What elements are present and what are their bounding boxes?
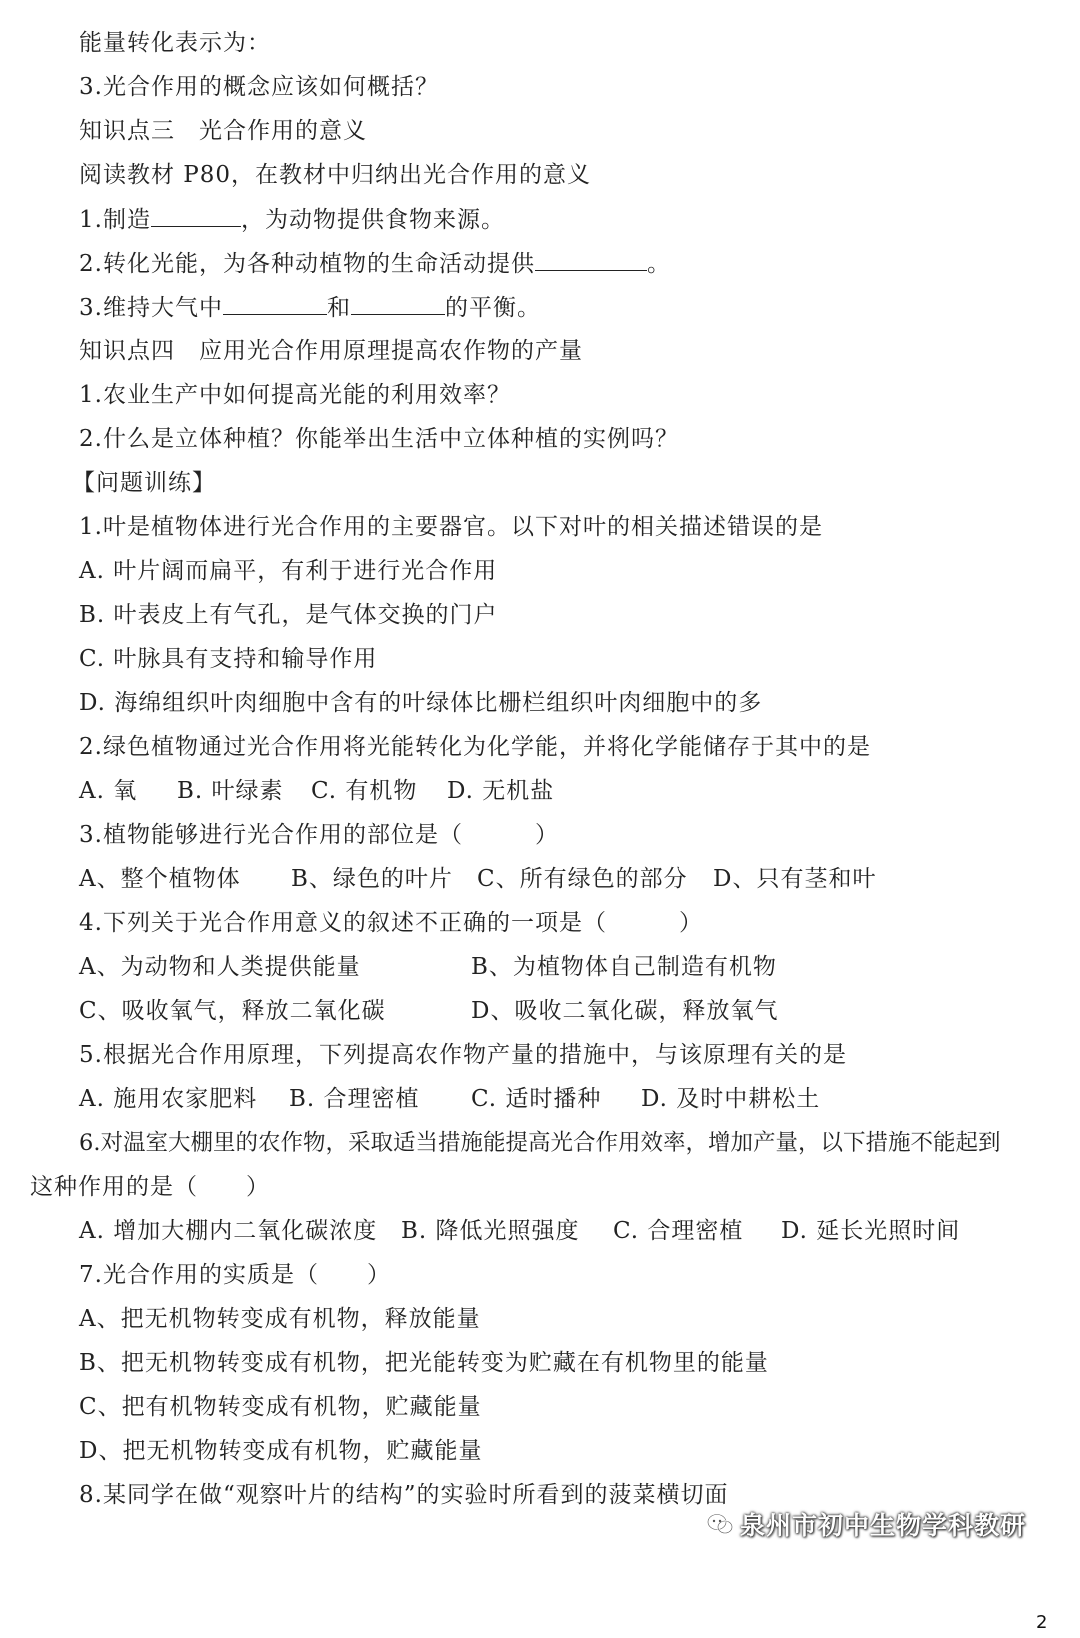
q7-option-c: C、把有机物转变成有机物，贮藏能量 (79, 1394, 482, 1420)
fill-line-1-text-a: 1.制造 (79, 207, 151, 233)
q2-option-a: A. 氧 (79, 778, 138, 804)
answer-blank[interactable] (351, 292, 445, 315)
q4-option-c: C、吸收氧气，释放二氧化碳 (79, 998, 386, 1024)
energy-conversion-line: 能量转化表示为： (79, 30, 271, 56)
answer-blank[interactable] (535, 248, 647, 271)
q2-option-b: B. 叶绿素 (177, 778, 284, 804)
page-number: 2 (1036, 1612, 1048, 1633)
q5-option-b: B. 合理密植 (289, 1086, 420, 1112)
fill-line-2-text-a: 2.转化光能，为各种动植物的生命活动提供 (79, 251, 535, 277)
q6-option-c: C. 合理密植 (613, 1218, 744, 1244)
answer-blank[interactable] (151, 204, 241, 227)
question-concept: 3.光合作用的概念应该如何概括？ (79, 74, 439, 100)
q1-option-a: A. 叶片阔而扁平，有利于进行光合作用 (79, 558, 498, 584)
q5-option-a: A. 施用农家肥料 (79, 1086, 258, 1112)
q3-option-b: B、绿色的叶片 (291, 866, 453, 892)
section-heading-3: 知识点三 光合作用的意义 (79, 118, 367, 144)
fill-line-1 (79, 204, 505, 235)
q7-option-d: D、把无机物转变成有机物，贮藏能量 (79, 1438, 483, 1464)
question-8: 8.某同学在做“观察叶片的结构”的实验时所看到的菠菜横切面 (79, 1482, 729, 1508)
q1-option-d: D. 海绵组织叶肉细胞中含有的叶绿体比栅栏组织叶肉细胞中的多 (79, 690, 763, 716)
fill-line-3-text-c: 的平衡。 (444, 295, 541, 321)
question-stereo-planting: 2.什么是立体种植？你能举出生活中立体种植的实例吗？ (79, 426, 679, 452)
q6-option-a: A. 增加大棚内二氧化碳浓度 (79, 1218, 378, 1244)
question-light-efficiency: 1.农业生产中如何提高光能的利用效率？ (79, 382, 511, 408)
watermark-text: 泉州市初中生物学科教研 (740, 1511, 1027, 1540)
question-4: 4.下列关于光合作用意义的叙述不正确的一项是（ ） (79, 910, 703, 936)
wechat-watermark (706, 1507, 1026, 1541)
question-3: 3.植物能够进行光合作用的部位是（ ） (79, 822, 559, 848)
fill-line-1-text-b: ，为动物提供食物来源。 (240, 207, 505, 233)
wechat-icon (706, 1512, 734, 1536)
fill-line-3 (79, 292, 541, 323)
q5-option-c: C. 适时播种 (471, 1086, 602, 1112)
q7-option-a: A、把无机物转变成有机物，释放能量 (79, 1306, 481, 1332)
q5-option-d: D. 及时中耕松土 (641, 1086, 821, 1112)
q3-option-a: A、整个植物体 (79, 866, 241, 892)
q2-option-c: C. 有机物 (311, 778, 418, 804)
q3-option-c: C、所有绿色的部分 (477, 866, 688, 892)
q4-option-b: B、为植物体自己制造有机物 (471, 954, 777, 980)
fill-line-2 (79, 248, 671, 279)
q4-option-d: D、吸收二氧化碳，释放氧气 (471, 998, 779, 1024)
question-5: 5.根据光合作用原理，下列提高农作物产量的措施中，与该原理有关的是 (79, 1042, 847, 1068)
q7-option-b: B、把无机物转变成有机物，把光能转变为贮藏在有机物里的能量 (79, 1350, 769, 1376)
fill-line-3-text-b: 和 (326, 295, 351, 321)
q6-option-b: B. 降低光照强度 (401, 1218, 580, 1244)
question-2: 2.绿色植物通过光合作用将光能转化为化学能，并将化学能储存于其中的是 (79, 734, 871, 760)
answer-blank[interactable] (223, 292, 327, 315)
section-heading-4: 知识点四 应用光合作用原理提高农作物的产量 (79, 338, 583, 364)
question-1: 1.叶是植物体进行光合作用的主要器官。以下对叶的相关描述错误的是 (79, 514, 823, 540)
question-6-line-1: 6.对温室大棚里的农作物，采取适当措施能提高光合作用效率，增加产量，以下措施不能起到 (79, 1130, 1001, 1156)
q4-option-a: A、为动物和人类提供能量 (79, 954, 361, 980)
q6-option-d: D. 延长光照时间 (781, 1218, 961, 1244)
reading-instruction: 阅读教材 P80，在教材中归纳出光合作用的意义 (79, 162, 592, 188)
exercise-heading: 【问题训练】 (72, 470, 216, 496)
fill-line-3-text-a: 3.维持大气中 (79, 295, 223, 321)
q1-option-b: B. 叶表皮上有气孔，是气体交换的门户 (79, 602, 498, 628)
q1-option-c: C. 叶脉具有支持和输导作用 (79, 646, 378, 672)
q3-option-d: D、只有茎和叶 (713, 866, 877, 892)
question-6-line-2: 这种作用的是（ ） (30, 1174, 270, 1200)
fill-line-2-text-b: 。 (646, 251, 671, 277)
question-7: 7.光合作用的实质是（ ） (79, 1262, 391, 1288)
q2-option-d: D. 无机盐 (447, 778, 555, 804)
